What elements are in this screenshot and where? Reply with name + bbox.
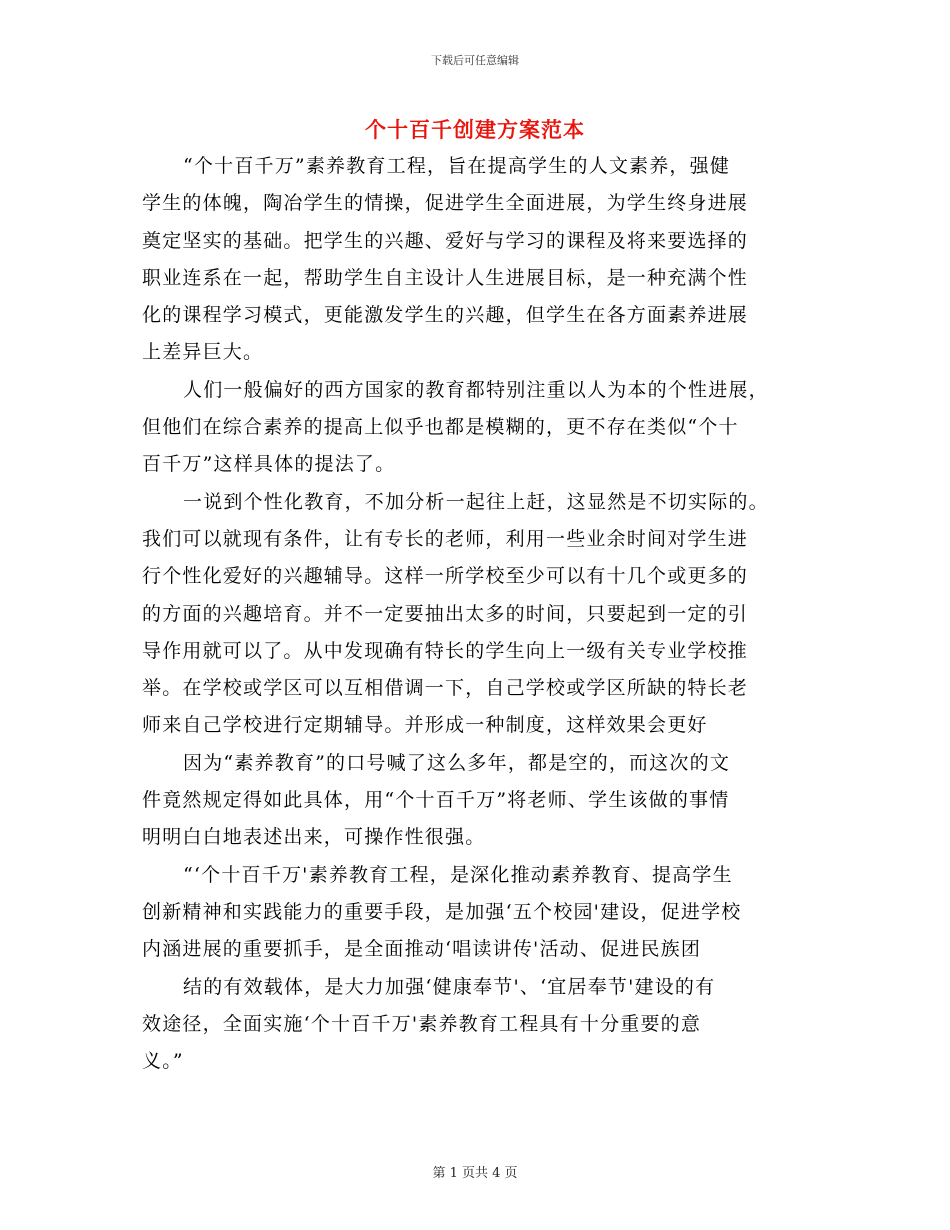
- paragraph-line: 举。在学校或学区可以互相借调一下，自己学校或学区所缺的特长老: [142, 677, 749, 700]
- paragraph: [142, 148, 807, 372]
- page-header: 下载后可任意编辑: [431, 54, 519, 67]
- paragraph: [142, 745, 807, 857]
- paragraph: [142, 484, 807, 745]
- paragraph-line: 师来自己学校进行定期辅导。并形成一种制度，这样效果会更好: [142, 714, 708, 737]
- paragraph-line: 职业连系在一起，帮助学生自主设计人生进展目标，是一种充满个性: [142, 266, 749, 289]
- document-title: 个十百千创建方案范本: [365, 117, 585, 142]
- paragraph-line: 效途径，全面实施‘个十百千万'素养教育工程具有十分重要的意: [142, 1012, 702, 1035]
- paragraph-line: 学生的体魄，陶冶学生的情操，促进学生全面进展，为学生终身进展: [142, 192, 749, 215]
- paragraph-line: 创新精神和实践能力的重要手段，是加强‘五个校园'建设，促进学校: [142, 900, 742, 923]
- paragraph: [142, 969, 807, 1081]
- paragraph-line: 上差异巨大。: [142, 341, 264, 364]
- paragraph: [142, 372, 807, 484]
- paragraph-line: 因为“素养教育”的口号喊了这么多年，都是空的，而这次的文: [183, 751, 731, 774]
- paragraph-line: 结的有效载体，是大力加强‘健康奉节'、‘宜居奉节'建设的有: [183, 975, 716, 998]
- paragraph-line: 内涵进展的重要抓手，是全面推动‘唱读讲传'活动、促进民族团: [142, 938, 702, 961]
- document-body: [142, 148, 807, 1080]
- paragraph-line: 义。”: [142, 1050, 184, 1073]
- paragraph-line: 明明白白地表述出来，可操作性很强。: [142, 826, 486, 849]
- paragraph-line: “个十百千万”素养教育工程，旨在提高学生的人文素养，强健: [183, 155, 731, 177]
- paragraph: [142, 857, 807, 969]
- paragraph-line: 的方面的兴趣培育。并不一定要抽出太多的时间，只要起到一定的引: [142, 602, 749, 625]
- paragraph-line: 一说到个性化教育，不加分析一起往上赶，这显然是不切实际的。: [183, 490, 769, 513]
- paragraph-line: 人们一般偏好的西方国家的教育都特别注重以人为本的个性进展，: [183, 378, 769, 401]
- paragraph-line: 行个性化爱好的兴趣辅导。这样一所学校至少可以有十几个或更多的: [142, 565, 749, 588]
- paragraph-line: 导作用就可以了。从中发现确有特长的学生向上一级有关专业学校推: [142, 639, 749, 662]
- paragraph-line: 但他们在综合素养的提高上似乎也都是模糊的，更不存在类似“个十: [142, 416, 739, 439]
- paragraph-line: 件竟然规定得如此具体，用“个十百千万”将老师、学生该做的事情: [142, 789, 730, 812]
- paragraph-line: 百千万”这样具体的提法了。: [142, 453, 396, 476]
- paragraph-line: 化的课程学习模式，更能激发学生的兴趣，但学生在各方面素养进展: [142, 304, 749, 327]
- paragraph-line: “‘个十百千万'素养教育工程，是深化推动素养教育、提高学生: [183, 863, 733, 886]
- page-footer: 第 1 页共 4 页: [432, 1166, 518, 1181]
- paragraph-line: 我们可以就现有条件，让有专长的老师，利用一些业余时间对学生进: [142, 527, 749, 550]
- paragraph-line: 奠定坚实的基础。把学生的兴趣、爱好与学习的课程及将来要选择的: [142, 229, 749, 252]
